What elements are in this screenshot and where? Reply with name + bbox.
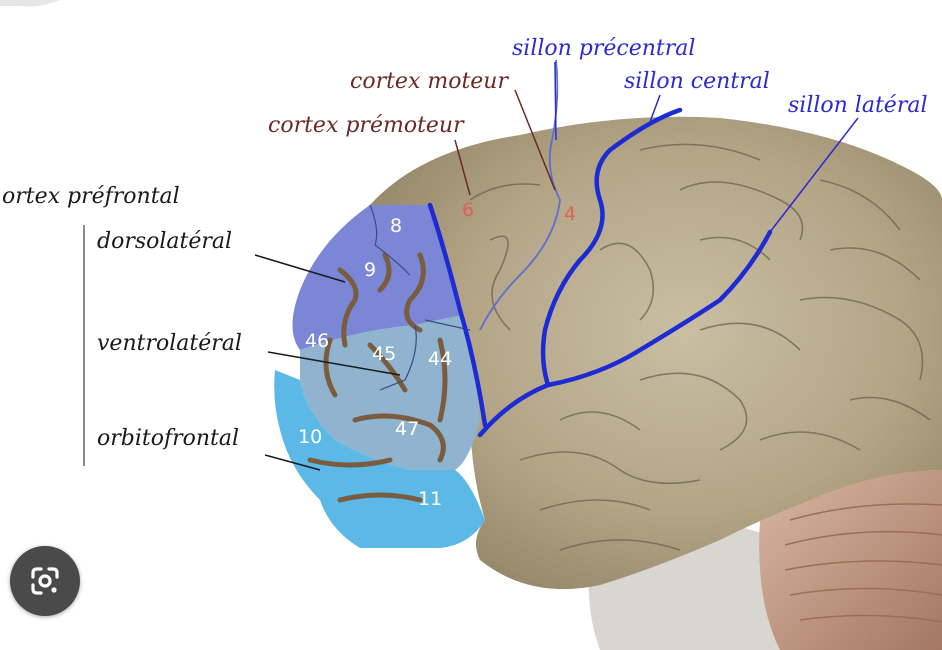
premotor-cortex-label: cortex prémoteur (268, 113, 464, 138)
motor-cortex-label: cortex moteur (350, 69, 508, 94)
prefrontal-cortex-label: ortex préfrontal (2, 184, 180, 209)
area-8: 8 (390, 215, 403, 237)
area-11: 11 (418, 488, 443, 510)
area-45: 45 (372, 343, 397, 365)
area-10: 10 (298, 426, 323, 448)
area-47: 47 (395, 418, 420, 440)
area-4: 4 (564, 203, 577, 225)
orbitofrontal-label: orbitofrontal (97, 426, 240, 451)
ventrolateral-label: ventrolatéral (97, 331, 242, 356)
google-lens-icon (29, 565, 61, 597)
area-6: 6 (462, 199, 475, 221)
area-9: 9 (364, 259, 377, 281)
area-44: 44 (428, 348, 453, 370)
lateral-sulcus-label: sillon latéral (788, 93, 928, 118)
dorsolateral-label: dorsolatéral (97, 229, 233, 254)
precentral-sulcus-label: sillon précentral (512, 36, 696, 61)
area-46: 46 (305, 330, 330, 352)
google-lens-button[interactable] (10, 546, 80, 616)
corner-artifact (0, 0, 60, 6)
central-sulcus-label: sillon central (624, 69, 770, 94)
